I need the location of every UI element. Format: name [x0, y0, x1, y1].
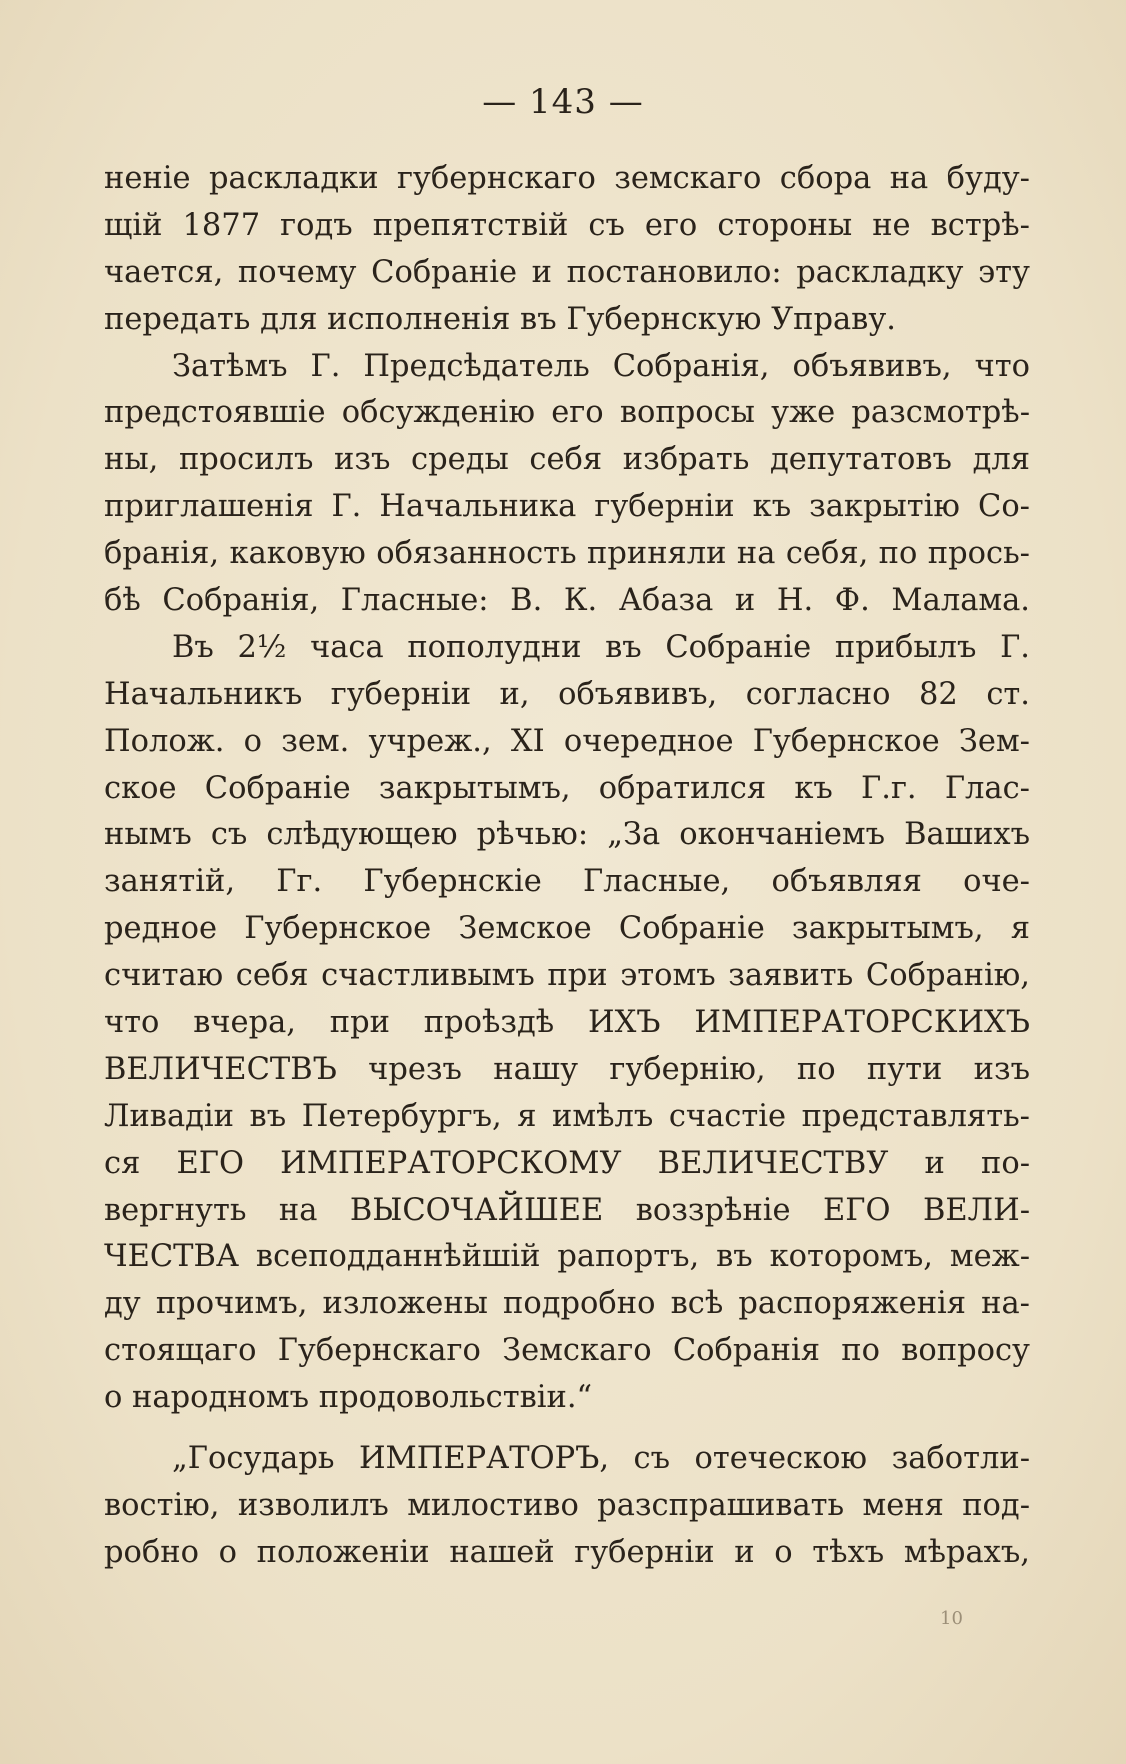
text-line: Затѣмъ Г. Предсѣдатель Собранія, объявивъ, что [172, 348, 1030, 384]
text-line: нымъ съ слѣдующею рѣчью: „За окончаніемъ Вашихъ [104, 817, 1030, 853]
text-line: считаю себя счастливымъ при этомъ заявить Собранію, [104, 958, 1030, 994]
text-line: Ливадіи въ Петербургъ, я имѣлъ счастіе представлять- [104, 1098, 1030, 1134]
text-line: бѣ Собранія, Гласные: В. К. Абаза и Н. Ф. Малама. [104, 583, 1030, 619]
text-line: Въ 2½ часа пополудни въ Собраніе прибылъ Г. [172, 629, 1030, 665]
text-line: редное Губернское Земское Собраніе закрытымъ, я [104, 911, 1030, 947]
text-line: робно о положеніи нашей губерніи и о тѣхъ мѣрахъ, [104, 1534, 1030, 1570]
text-line: ВЕЛИЧЕСТВЪ чрезъ нашу губернію, по пути изъ [104, 1051, 1030, 1087]
text-line: ЧЕСТВА всеподданнѣйшій рапортъ, въ которомъ, меж- [104, 1239, 1030, 1275]
text-line: чается, почему Собраніе и постановило: раскладку эту [104, 254, 1030, 290]
text-line: Полож. о зем. учреж., XI очередное Губернское Зем- [104, 723, 1030, 759]
text-line: стоящаго Губернскаго Земскаго Собранія по вопросу [104, 1333, 1030, 1369]
text-line: приглашенія Г. Начальника губерніи къ закрытію Со- [104, 489, 1030, 525]
page-number: — 143 — [482, 82, 644, 122]
sheet-signature-mark: 10 [940, 1608, 963, 1629]
text-line: вергнуть на ВЫСОЧАЙШЕЕ воззрѣніе ЕГО ВЕЛИ- [104, 1192, 1030, 1228]
text-line: щій 1877 годъ препятствій съ его стороны не встрѣ- [104, 207, 1030, 243]
text-line: занятій, Гг. Губернскіе Гласные, объявляя оче- [104, 864, 1030, 900]
text-line: бранія, каковую обязанность приняли на себя, по прось- [104, 536, 1030, 572]
text-line: ны, просилъ изъ среды себя избрать депутатовъ для [104, 442, 1030, 478]
text-line: неніе раскладки губернскаго земскаго сбора на буду- [104, 161, 1030, 196]
text-line: ду прочимъ, изложены подробно всѣ распоряженія на- [104, 1286, 1030, 1322]
text-line: „Государь ИМПЕРАТОРЪ, съ отеческою заботли- [172, 1441, 1030, 1477]
text-line: о народномъ продовольствіи.“ [104, 1380, 593, 1416]
text-line: ся ЕГО ИМПЕРАТОРСКОМУ ВЕЛИЧЕСТВУ и по- [104, 1145, 1030, 1181]
body-text [104, 156, 1030, 1577]
text-line: предстоявшіе обсужденію его вопросы уже разсмотрѣ- [104, 395, 1030, 431]
text-line: передать для исполненія въ Губернскую Управу. [104, 301, 896, 337]
text-line: ское Собраніе закрытымъ, обратился къ Г.г. Глас- [104, 770, 1030, 806]
text-line: Начальникъ губерніи и, объявивъ, согласно 82 ст. [104, 676, 1030, 712]
text-line: что вчера, при проѣздѣ ИХЪ ИМПЕРАТОРСКИХЪ [104, 1005, 1030, 1041]
text-line: востію, изволилъ милостиво разспрашивать меня под- [104, 1487, 1030, 1523]
